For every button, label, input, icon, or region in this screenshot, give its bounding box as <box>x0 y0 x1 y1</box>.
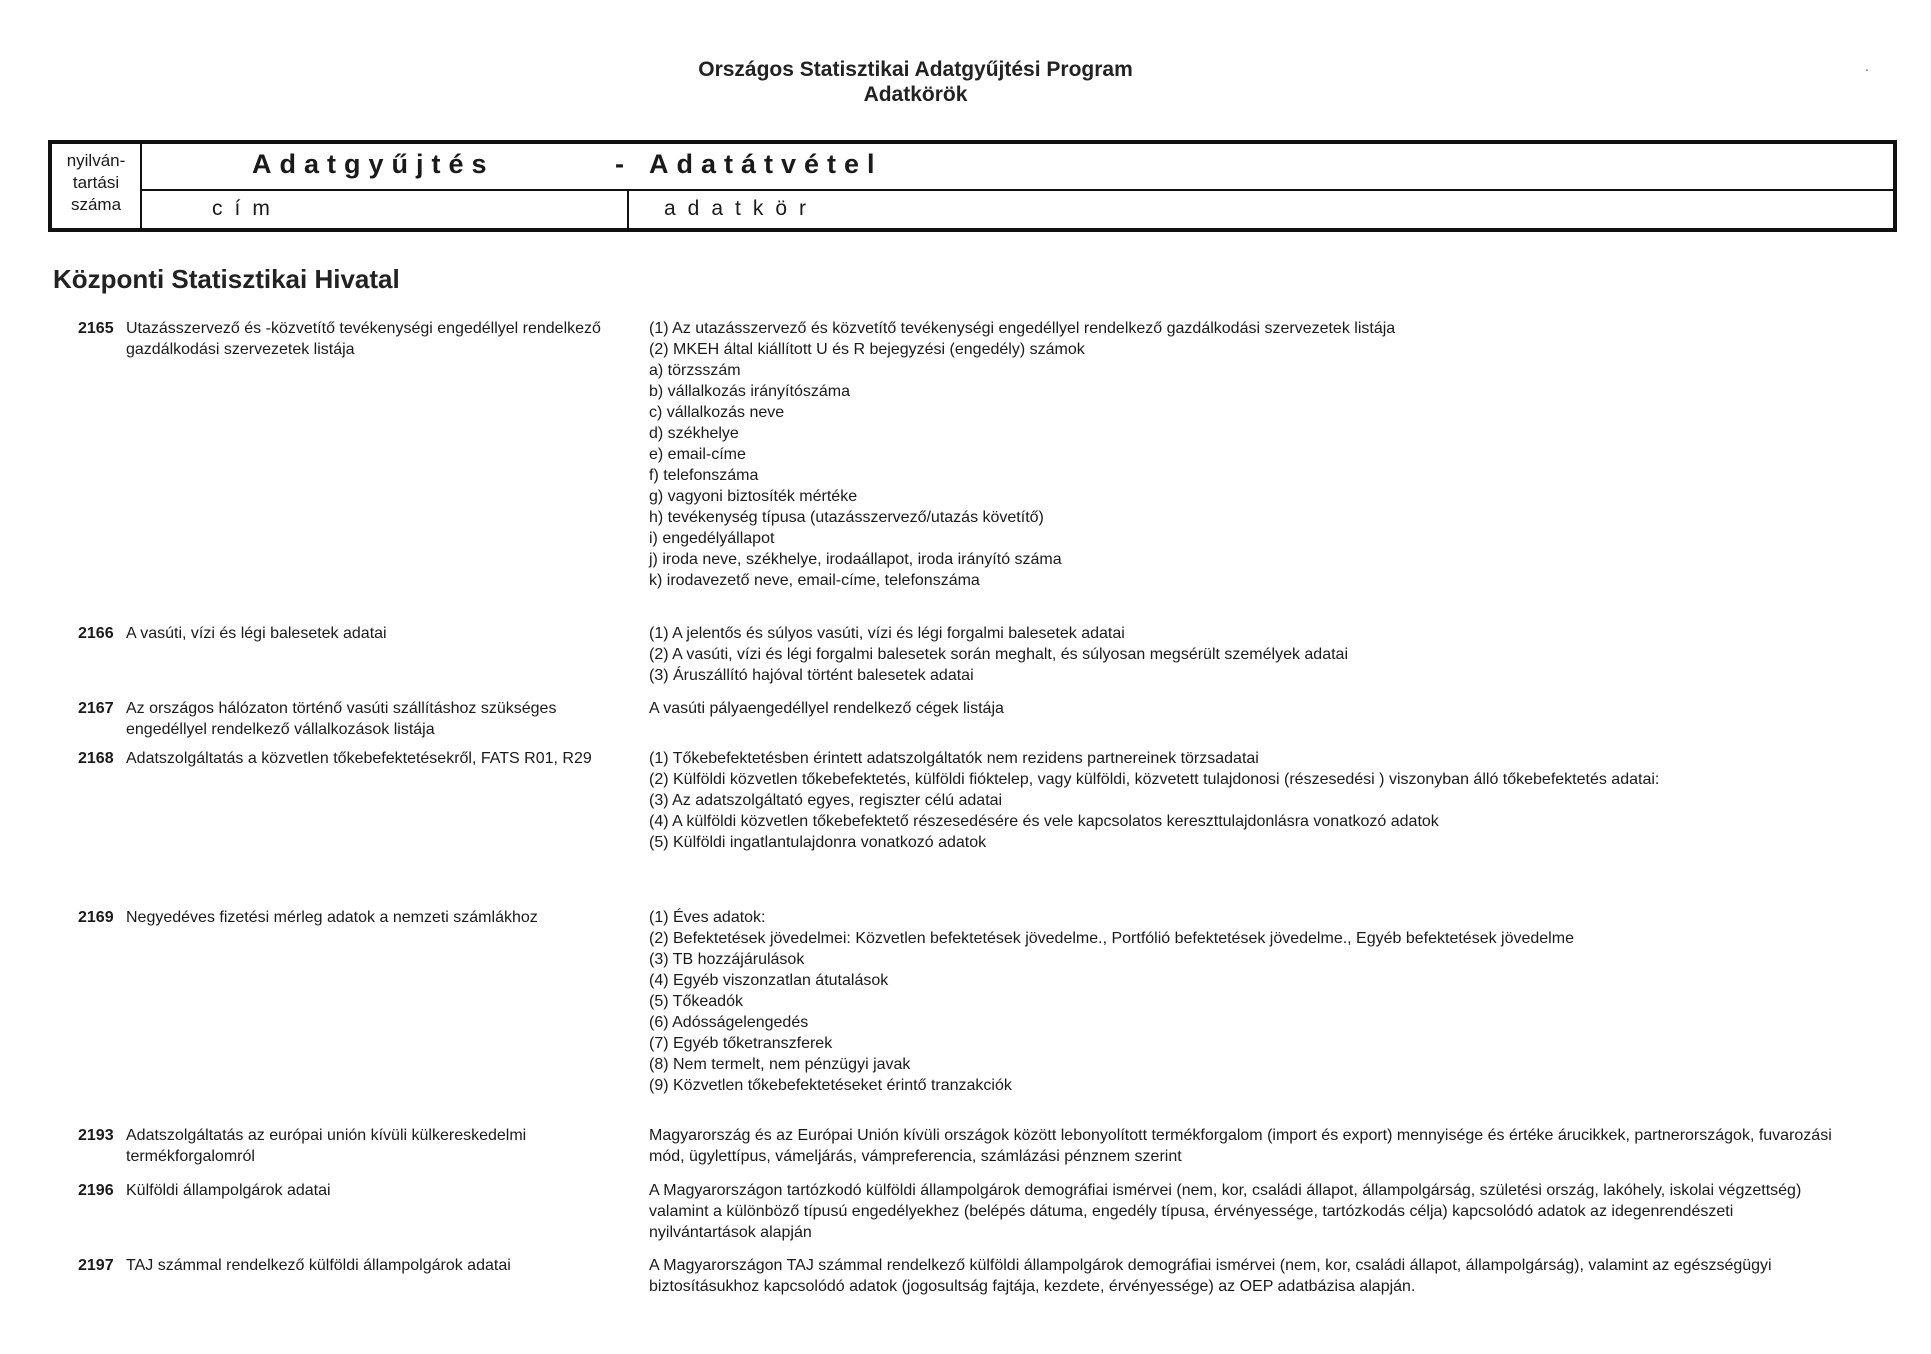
entry-number: 2169 <box>78 909 114 926</box>
registry-number-header-line: száma <box>70 195 122 214</box>
agency-heading: Központi Statisztikai Hivatal <box>53 264 400 294</box>
data-transfer-header: Adatátvétel <box>649 149 883 179</box>
registry-number-header-line: tartási <box>72 173 120 192</box>
entry-title: Adatszolgáltatás az európai unión kívüli külkereskedelmi termékforgalomról <box>126 1127 527 1165</box>
entry-number: 2197 <box>78 1257 114 1274</box>
content-line: g) vagyoni biztosíték mértéke <box>649 488 858 505</box>
content-line: f) telefonszáma <box>649 467 759 484</box>
registry-number-header <box>54 150 138 216</box>
content-line: c) vállalkozás neve <box>649 404 785 421</box>
entry-content <box>649 907 1839 1096</box>
content-line: (2) Befektetések jövedelmei: Közvetlen befektetések jövedelme., Portfólió befektetések jövedelme., Egyéb befektetések jövedelme <box>649 930 1574 947</box>
content-line: (3) Az adatszolgáltató egyes, regiszter célú adatai <box>649 792 1003 809</box>
registry-number-header-line: nyilván- <box>66 151 126 170</box>
data-collection-header: Adatgyűjtés <box>252 149 495 179</box>
content-line: (8) Nem termelt, nem pénzügyi javak <box>649 1056 911 1073</box>
divider <box>140 144 142 228</box>
content-line: (1) Tőkebefektetésben érintett adatszolgáltatók nem rezidens partnereinek törzsadatai <box>649 750 1259 767</box>
entry-title: Utazásszervező és -közvetítő tevékenységi engedéllyel rendelkező gazdálkodási szervezetek listája <box>126 320 601 358</box>
entry-content <box>649 1180 1839 1243</box>
content-line: (3) Áruszállító hajóval történt balesetek adatai <box>649 667 974 684</box>
entry-number: 2168 <box>78 750 114 767</box>
data-scope-column-header: adatkör <box>664 197 819 220</box>
content-line: e) email-címe <box>649 446 746 463</box>
entry-number: 2167 <box>78 700 114 717</box>
content-line: (6) Adósságelengedés <box>649 1014 809 1031</box>
content-line: d) székhelye <box>649 425 739 442</box>
content-line: k) irodavezető neve, email-címe, telefonszáma <box>649 572 980 589</box>
content-line: (4) A külföldi közvetlen tőkebefektető részesedésére és vele kapcsolatos kereszttulajdonlásra vonatkozó adatok <box>649 813 1439 830</box>
content-line: (4) Egyéb viszonzatlan átutalások <box>649 972 889 989</box>
page-subtitle: Adatkörök <box>863 83 968 106</box>
title-column-header: cím <box>212 197 282 220</box>
page-title: Országos Statisztikai Adatgyűjtési Program <box>698 58 1133 81</box>
entry-content <box>649 318 1839 591</box>
content-line: A Magyarországon tartózkodó külföldi állampolgárok demográfiai ismérvei (nem, kor, családi állapot, állampolgárság, születési ország, lakóhely, iskolai végzettség) valamint a különböző típusú engedélyekhez (belépés dátuma, engedély típusa, érvényessége, tartózkodás célja) kapcsolódó adatok az idegenrendészeti nyilvántartások alapján <box>649 1182 1802 1241</box>
divider <box>627 189 629 228</box>
content-line: b) vállalkozás irányítószáma <box>649 383 850 400</box>
content-line: (5) Külföldi ingatlantulajdonra vonatkozó adatok <box>649 834 987 851</box>
entry-title: TAJ számmal rendelkező külföldi állampolgárok adatai <box>126 1257 511 1274</box>
column-header-box <box>48 140 1897 232</box>
content-line: (5) Tőkeadók <box>649 993 743 1010</box>
entry-content <box>649 1125 1839 1167</box>
content-line: A Magyarországon TAJ számmal rendelkező külföldi állampolgárok demográfiai ismérvei (nem, kor, családi állapot, állampolgárság), valamint az egészségügyi biztosításukhoz kapcsolódó adatok (jogosultság fajtája, kezdete, érvényessége) az OEP adatbázisa alapján. <box>649 1257 1772 1295</box>
entry-content <box>649 1255 1839 1297</box>
content-line: h) tevékenység típusa (utazásszervező/utazás követítő) <box>649 509 1044 526</box>
content-line: (2) Külföldi közvetlen tőkebefektetés, külföldi fióktelep, vagy külföldi, közvetett tulajdonosi (részesedési ) viszonyban álló tőkebefektetés adatai: <box>649 771 1660 788</box>
divider <box>140 189 1893 191</box>
entry-title: Az országos hálózaton történő vasúti szállításhoz szükséges engedéllyel rendelkező vállalkozások listája <box>126 700 557 738</box>
content-line: (1) A jelentős és súlyos vasúti, vízi és légi forgalmi balesetek adatai <box>649 625 1125 642</box>
entry-number: 2165 <box>78 320 114 337</box>
entry-title: Adatszolgáltatás a közvetlen tőkebefektetésekről, FATS R01, R29 <box>126 750 592 767</box>
header-dash: - <box>615 149 624 179</box>
entry-number: 2196 <box>78 1182 114 1199</box>
content-line: (7) Egyéb tőketranszferek <box>649 1035 833 1052</box>
content-line: (1) Éves adatok: <box>649 909 766 926</box>
entry-content <box>649 698 1839 719</box>
entry-number: 2166 <box>78 625 114 642</box>
content-line: (1) Az utazásszervező és közvetítő tevékenységi engedéllyel rendelkező gazdálkodási szervezetek listája <box>649 320 1396 337</box>
content-line: i) engedélyállapot <box>649 530 775 547</box>
entry-number: 2193 <box>78 1127 114 1144</box>
content-line: a) törzsszám <box>649 362 741 379</box>
corner-mark: . <box>1865 58 1869 74</box>
entry-content <box>649 623 1839 686</box>
content-line: j) iroda neve, székhelye, irodaállapot, iroda irányító száma <box>649 551 1062 568</box>
content-line: Magyarország és az Európai Unión kívüli országok között lebonyolított termékforgalom (import és export) mennyisége és értéke árucikkek, partnerországok, fuvarozási mód, ügylettípus, vámeljárás, vámpreferencia, számlázási pénznem szerint <box>649 1127 1832 1165</box>
content-line: (9) Közvetlen tőkebefektetéseket érintő tranzakciók <box>649 1077 1012 1094</box>
entry-title: A vasúti, vízi és légi balesetek adatai <box>126 625 387 642</box>
content-line: (2) MKEH által kiállított U és R bejegyzési (engedély) számok <box>649 341 1085 358</box>
entry-title: Negyedéves fizetési mérleg adatok a nemzeti számlákhoz <box>126 909 538 926</box>
entry-title: Külföldi állampolgárok adatai <box>126 1182 331 1199</box>
content-line: (2) A vasúti, vízi és légi forgalmi balesetek során meghalt, és súlyosan megsérült személyek adatai <box>649 646 1348 663</box>
entry-content <box>649 748 1839 853</box>
content-line: (3) TB hozzájárulások <box>649 951 805 968</box>
content-line: A vasúti pályaengedéllyel rendelkező cégek listája <box>649 700 1004 717</box>
